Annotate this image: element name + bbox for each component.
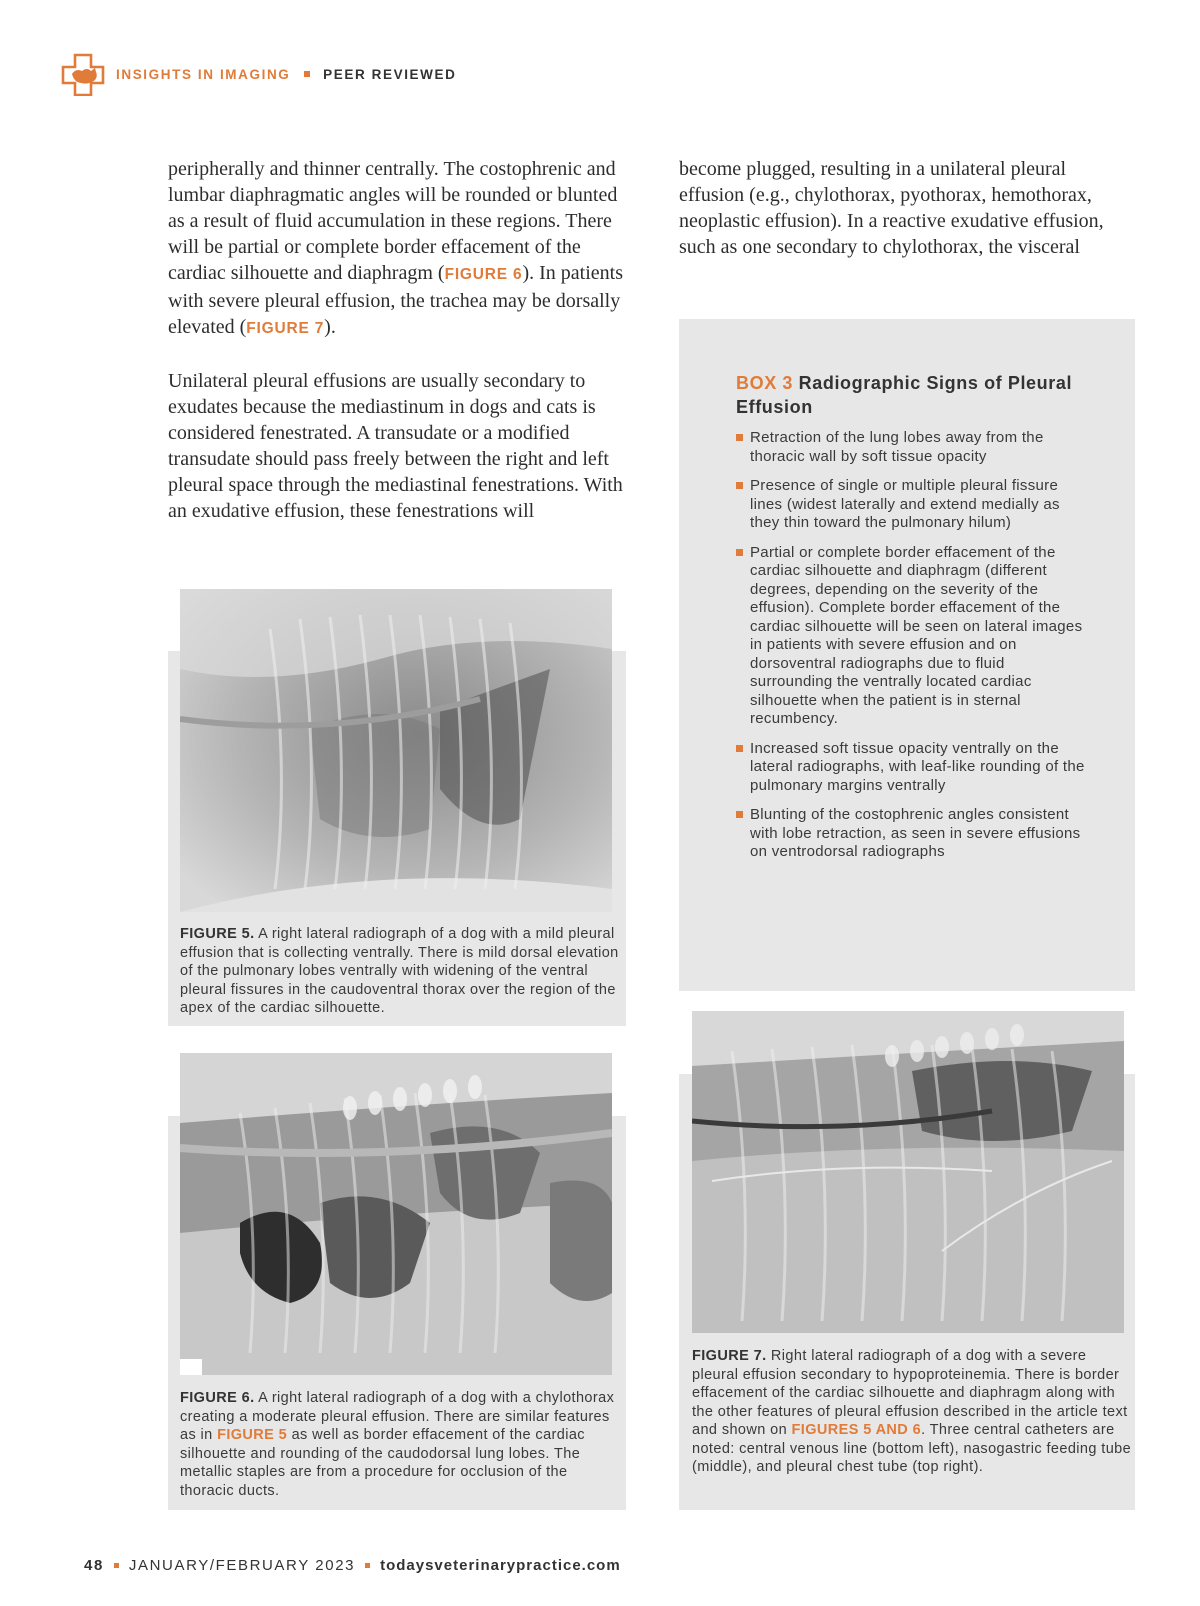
body-text: ). (324, 316, 336, 338)
figure-6-caption (180, 1389, 620, 1500)
bullet-square-icon (736, 482, 743, 489)
list-item (736, 806, 1086, 862)
list-item (736, 477, 1086, 533)
body-paragraph (168, 156, 630, 342)
veterinary-cross-logo-icon (60, 52, 106, 96)
figure-7-label: FIGURE 7. (692, 1348, 767, 1364)
figure-6-label: FIGURE 6. (180, 1390, 255, 1406)
figure-6-radiograph (180, 1053, 612, 1375)
figure-7-link[interactable]: FIGURE 7 (246, 320, 325, 337)
page-footer (84, 1557, 621, 1574)
figure-7-caption (692, 1347, 1132, 1477)
caption-text: A right lateral radiograph of a dog with a mild pleural effusion that is collecting ventrally. There is mild dorsal elevation of the pulmonary lobes ventrally with widening of the ventral pleural fissures in the caudoventral thorax over the region of the apex of the cardiac silhouette. (180, 926, 619, 1016)
body-text: ). In patients with severe pleural effusion, the trachea may be dorsally elevated ( (168, 262, 623, 338)
page-number: 48 (84, 1557, 104, 1574)
bullet-square-icon (736, 549, 743, 556)
box-3-title (736, 371, 1096, 419)
list-item (736, 544, 1086, 729)
footer-separator (365, 1563, 370, 1568)
section-title: INSIGHTS IN IMAGING (116, 66, 291, 82)
figure-5-radiograph (180, 589, 612, 912)
caption-text: . Three central catheters are noted: central venous line (bottom left), nasogastric feeding tube (middle), and pleural chest tube (top right). (692, 1422, 1132, 1475)
bullet-square-icon (736, 745, 743, 752)
box-3-label: BOX 3 (736, 373, 794, 393)
list-item (736, 429, 1086, 466)
header-separator (304, 71, 310, 77)
box-3-heading: Radiographic Signs of Pleural Effusion (736, 373, 1073, 417)
figure-5-caption (180, 925, 620, 1018)
body-paragraph: Unilateral pleural effusions are usually secondary to exudates because the mediastinum in dogs and cats is considered fenestrated. A transudate or a modified transudate should pass freely between the right and left pleural space through the mediastinal fenestrations. With an exudative effusion, these fenestrations will (168, 370, 623, 522)
page-header (60, 52, 456, 96)
box-3-list (736, 429, 1086, 873)
list-item-text: Partial or complete border effacement of the cardiac silhouette and diaphragm (different degrees, depending on the severity of the effusion). Complete border effacement of the cardiac silhouette will be seen on lateral images in patients with severe effusion and on dorsoventral radiographs due to fluid surrounding the ventrally located cardiac silhouette when the patient is in sternal recumbency. (750, 543, 1083, 727)
figure-7-radiograph (692, 1011, 1124, 1333)
body-text: peripherally and thinner centrally. The costophrenic and lumbar diaphragmatic angles will be rounded or blunted as a result of fluid accumulation in these regions. There will be partial or complete border effacement of the cardiac silhouette and diaphragm ( (168, 158, 618, 284)
caption-text: Right lateral radiograph of a dog with a severe pleural effusion secondary to hypoproteinemia. There is border effacement of the cardiac silhouette and diaphragm along with the other features of pleural effusion described in the article text and shown on (692, 1348, 1128, 1438)
list-item-text: Increased soft tissue opacity ventrally on the lateral radiographs, with leaf-like rounding of the pulmonary margins ventrally (750, 739, 1085, 794)
issue-date: JANUARY/FEBRUARY 2023 (128, 1557, 356, 1574)
list-item-text: Blunting of the costophrenic angles consistent with lobe retraction, as seen in severe effusions on ventrodorsal radiographs (750, 806, 1081, 860)
website-link[interactable]: todaysveterinarypractice.com (380, 1557, 621, 1574)
box-3-panel (679, 319, 1135, 991)
figures-5-and-6-link[interactable]: FIGURES 5 AND 6 (791, 1422, 922, 1438)
body-paragraph: become plugged, resulting in a unilateral pleural effusion (e.g., chylothorax, pyothorax, hemothorax, neoplastic effusion). In a reactive exudative effusion, such as one secondary to chylothorax, the visceral (679, 158, 1104, 258)
body-column-right (679, 156, 1129, 260)
figure-5-label: FIGURE 5. (180, 926, 255, 942)
figure-6-link[interactable]: FIGURE 6 (444, 266, 523, 283)
footer-separator (114, 1563, 119, 1568)
bullet-square-icon (736, 811, 743, 818)
figure-5-link[interactable]: FIGURE 5 (217, 1427, 288, 1443)
body-column-left (168, 156, 630, 524)
list-item-text: Presence of single or multiple pleural fissure lines (widest laterally and extend medially as they thin toward the pulmonary hilum) (750, 477, 1060, 531)
list-item (736, 740, 1086, 796)
caption-text: A right lateral radiograph of a dog with a chylothorax creating a moderate pleural effusion. There are similar features as in (180, 1390, 615, 1443)
list-item-text: Retraction of the lung lobes away from the thoracic wall by soft tissue opacity (750, 429, 1044, 465)
bullet-square-icon (736, 434, 743, 441)
section-subtitle: PEER REVIEWED (323, 66, 457, 82)
caption-text: as well as border effacement of the cardiac silhouette and rounding of the caudodorsal lung lobes. The metallic staples are from a procedure for occlusion of the thoracic ducts. (180, 1427, 585, 1499)
header-text (116, 67, 456, 82)
